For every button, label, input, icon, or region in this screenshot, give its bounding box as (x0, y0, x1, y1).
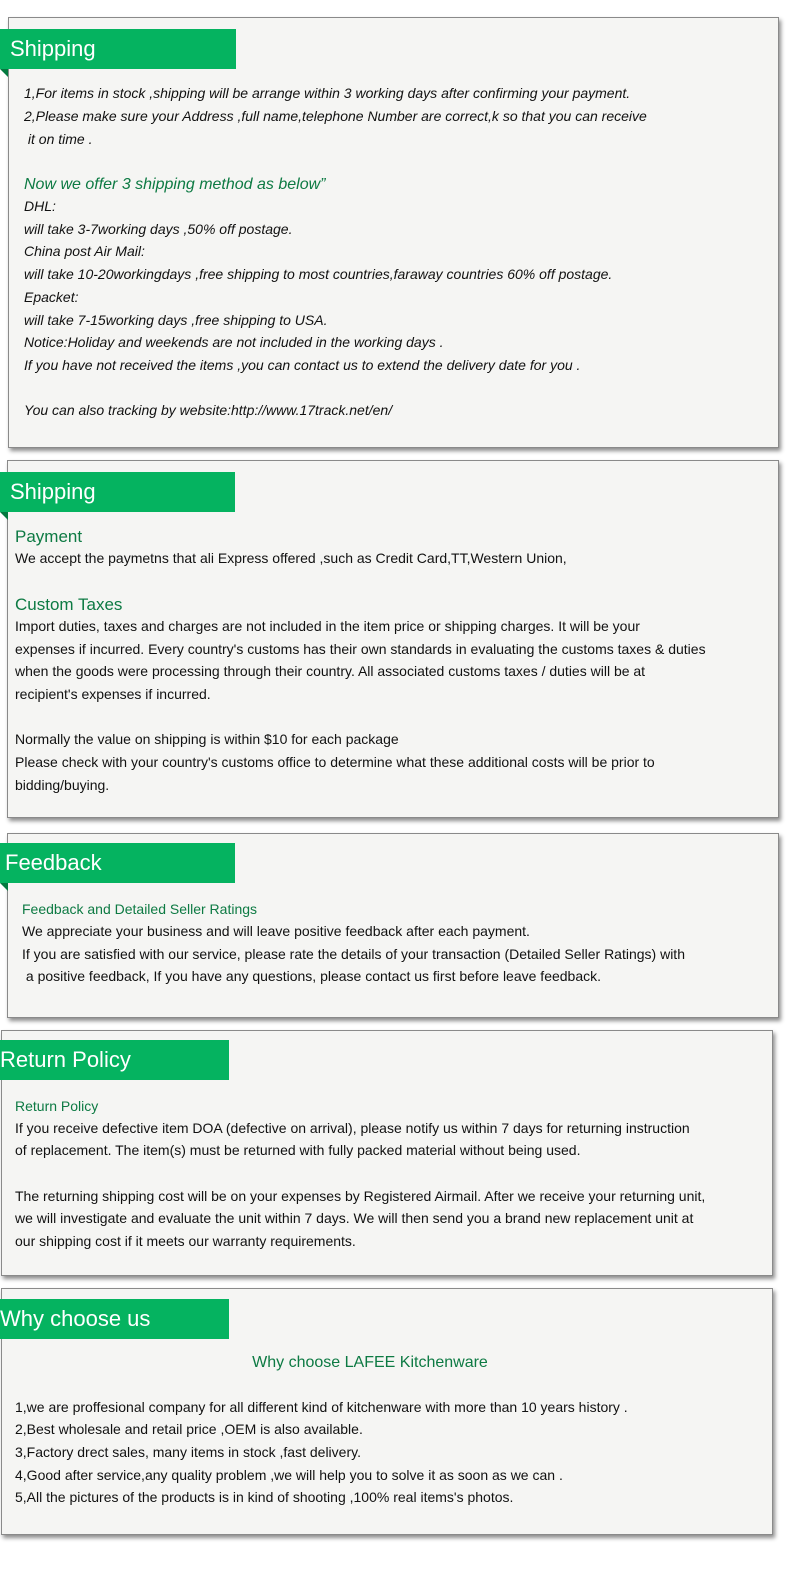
return-line: we will investigate and evaluate the unit within 7 days. We will then send you a brand new replacement unit at (15, 1210, 694, 1226)
tab-fold (0, 883, 8, 891)
feedback-line: a positive feedback, If you have any questions, please contact us first before leave feedback. (22, 968, 602, 984)
shipping-line: it on time . (24, 131, 93, 147)
shipping-line: will take 3-7working days ,50% off postage. (24, 221, 293, 237)
return-policy-title: Return Policy (0, 1047, 131, 1072)
taxes-line: Normally the value on shipping is within $10 for each package (15, 731, 399, 747)
shipping-title-2: Shipping (10, 479, 96, 504)
why-line: 1,we are proffesional company for all different kind of kitchenware with more than 10 years history . (15, 1399, 628, 1415)
why-line: 3,Factory drect sales, many items in stock ,fast delivery. (15, 1444, 361, 1460)
shipping-line: DHL: (24, 198, 56, 214)
shipping-line: 1,For items in stock ,shipping will be arrange within 3 working days after confirming your payment. (24, 85, 631, 101)
feedback-title: Feedback (5, 850, 102, 875)
why-choose-heading: Why choose LAFEE Kitchenware (252, 1354, 488, 1371)
shipping-line: will take 7-15working days ,free shipping to USA. (24, 312, 328, 328)
taxes-line: Please check with your country's customs office to determine what these additional costs will be prior to (15, 754, 655, 770)
return-policy-heading: Return Policy (15, 1098, 99, 1114)
shipping-line: 2,Please make sure your Address ,full name,telephone Number are correct,k so that you can receive (24, 108, 647, 124)
taxes-line: bidding/buying. (15, 777, 110, 793)
feedback-tab (0, 843, 235, 883)
taxes-heading: Custom Taxes (15, 595, 123, 614)
return-line: The returning shipping cost will be on your expenses by Registered Airmail. After we receive your returning unit, (15, 1188, 706, 1204)
shipping-line: Epacket: (24, 289, 79, 305)
taxes-line: recipient's expenses if incurred. (15, 686, 211, 702)
taxes-line: expenses if incurred. Every country's customs has their own standards in evaluating the customs taxes & duties (15, 641, 706, 657)
return-policy-tab (0, 1040, 229, 1080)
why-line: 4,Good after service,any quality problem ,we will help you to solve it as soon as we can . (15, 1467, 563, 1483)
shipping-line: If you have not received the items ,you can contact us to extend the delivery date for you . (24, 357, 581, 373)
why-line: 2,Best wholesale and retail price ,OEM is also available. (15, 1421, 363, 1437)
why-choose-tab (0, 1299, 229, 1339)
payment-text: We accept the paymetns that ali Express offered ,such as Credit Card,TT,Western Union, (15, 550, 567, 566)
shipping-line: Notice:Holiday and weekends are not included in the working days . (24, 334, 444, 350)
taxes-line: Import duties, taxes and charges are not included in the item price or shipping charges. It will be your (15, 618, 640, 634)
return-line: of replacement. The item(s) must be returned with fully packed material without being used. (15, 1142, 581, 1158)
feedback-heading: Feedback and Detailed Seller Ratings (22, 901, 258, 917)
tracking-line: You can also tracking by website:http://www.17track.net/en/ (24, 402, 393, 418)
tab-fold (0, 512, 8, 520)
shipping-tab (0, 29, 236, 69)
return-line: If you receive defective item DOA (defective on arrival), please notify us within 7 days for returning instruction (15, 1120, 690, 1136)
shipping-line: will take 10-20workingdays ,free shipping to most countries,faraway countries 60% off postage. (24, 266, 613, 282)
shipping-title: Shipping (10, 36, 96, 61)
shipping-tab-2 (0, 472, 235, 512)
shipping-line: China post Air Mail: (24, 243, 145, 259)
shipping-methods-heading: Now we offer 3 shipping method as below” (24, 176, 326, 193)
why-line: 5,All the pictures of the products is in kind of shooting ,100% real items's photos. (15, 1489, 514, 1505)
taxes-line: when the goods were processing through their country. All associated customs taxes / duties will be at (15, 663, 646, 679)
return-line: our shipping cost if it meets our warranty requirements. (15, 1233, 356, 1249)
feedback-line: If you are satisfied with our service, please rate the details of your transaction (Detailed Seller Ratings) with (22, 946, 685, 962)
payment-heading: Payment (15, 527, 83, 546)
why-choose-title: Why choose us (0, 1306, 151, 1331)
tab-fold (0, 69, 8, 77)
feedback-line: We appreciate your business and will leave positive feedback after each payment. (22, 923, 530, 939)
